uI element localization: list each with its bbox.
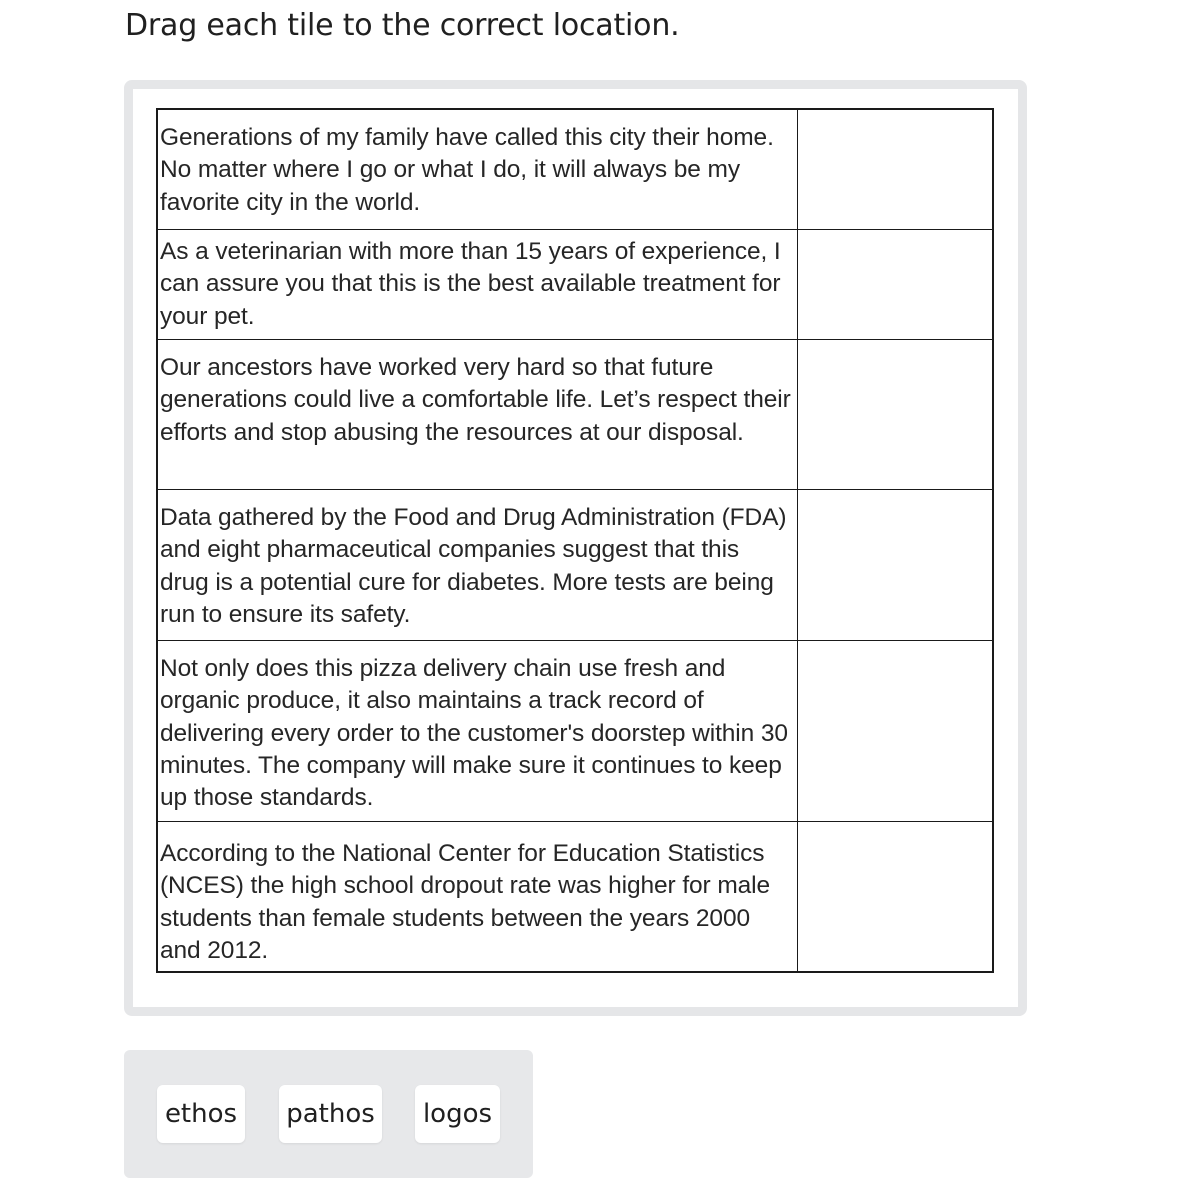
drop-target[interactable] [798, 230, 992, 339]
statement-cell: According to the National Center for Education Statistics (NCES) the high school dropout rate was higher for male students than female students between the years 2000 and 2012. [158, 822, 798, 971]
statement-cell: Our ancestors have worked very hard so that future generations could live a comfortable life. Let’s respect their efforts and stop abusing the resources at our disposal. [158, 340, 798, 489]
table-row [158, 110, 992, 230]
statement-cell: As a veterinarian with more than 15 years of experience, I can assure you that this is the best available treatment for your pet. [158, 230, 798, 339]
table-row [158, 340, 992, 490]
table-row [158, 822, 992, 971]
drop-target[interactable] [798, 110, 992, 229]
statement-cell: Data gathered by the Food and Drug Administration (FDA) and eight pharmaceutical companies suggest that this drug is a potential cure for diabetes. More tests are being run to ensure its safety. [158, 490, 798, 640]
drop-target[interactable] [798, 340, 992, 489]
drop-target[interactable] [798, 641, 992, 821]
drop-target[interactable] [798, 822, 992, 971]
statement-cell: Not only does this pizza delivery chain use fresh and organic produce, it also maintains a track record of delivering every order to the customer's doorstep within 30 minutes. The company will make sure it continues to keep up those standards. [158, 641, 798, 821]
tile-ethos[interactable]: ethos [157, 1085, 245, 1143]
tile-logos[interactable]: logos [415, 1085, 500, 1143]
table-row [158, 641, 992, 822]
table-row [158, 230, 992, 340]
instruction-text: Drag each tile to the correct location. [125, 8, 680, 43]
table-row [158, 490, 992, 641]
statement-table [156, 108, 994, 973]
drop-target[interactable] [798, 490, 992, 640]
statement-cell: Generations of my family have called this city their home. No matter where I go or what I do, it will always be my favorite city in the world. [158, 110, 798, 229]
tile-pathos[interactable]: pathos [279, 1085, 382, 1143]
